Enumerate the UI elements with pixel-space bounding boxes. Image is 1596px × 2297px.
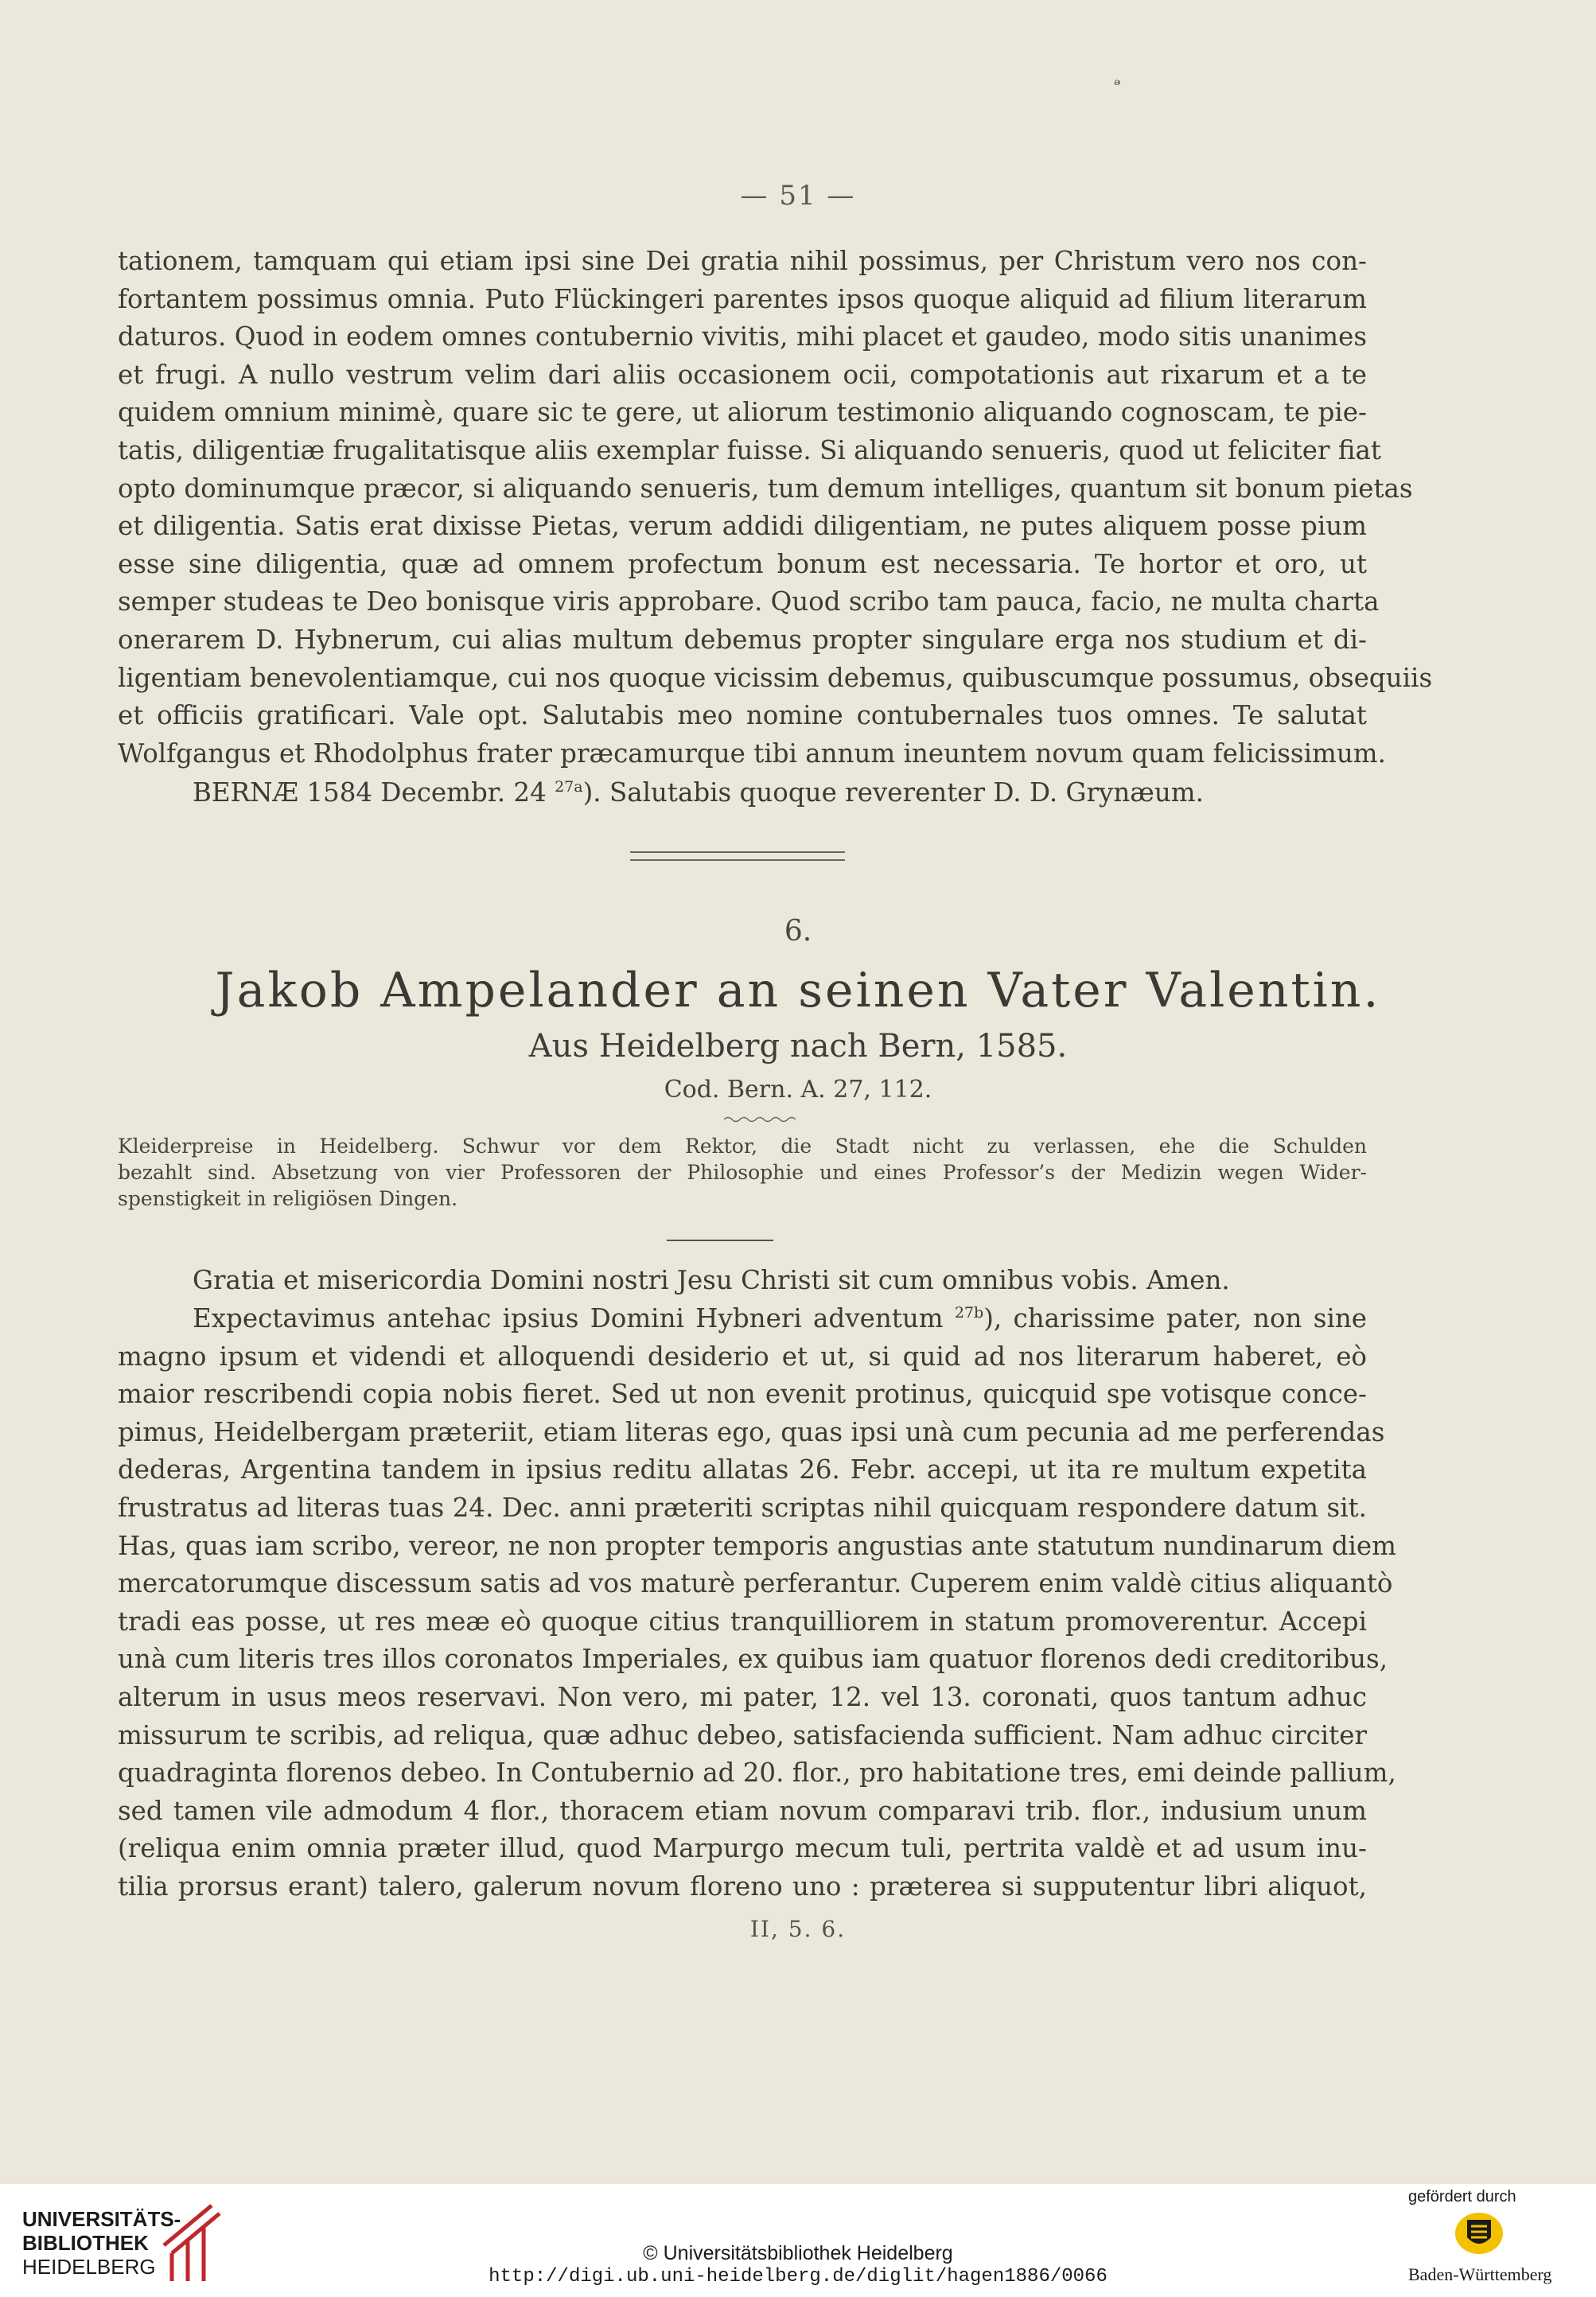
- footnote-ref: 27a: [555, 778, 583, 796]
- text-line: mercatorumque discessum satis ad vos maturè perferantur. Cuperem enim valdè citius aliquantò: [118, 1568, 1393, 1599]
- codex-reference: Cod. Bern. A. 27, 112.: [664, 1076, 932, 1104]
- text-line: unà cum literis tres illos coronatos Imperiales, ex quibus iam quatuor florenos dedi creditoribus,: [118, 1644, 1388, 1675]
- text-line: semper studeas te Deo bonisque viris approbare. Quod scribo tam pauca, facio, ne multa charta: [118, 586, 1380, 617]
- library-name-line2: BIBLIOTHEK: [22, 2231, 149, 2255]
- text-line: missurum te scribis, ad reliqua, quæ adhuc debeo, satisfacienda sufficient. Nam adhuc circiter: [118, 1719, 1367, 1750]
- text-line: ligentiam benevolentiamque, cui nos quoque vicissim debemus, quibuscumque possumus, obsequiis: [118, 662, 1433, 693]
- signature-mark: II, 5. 6.: [749, 1916, 847, 1942]
- summary-line: bezahlt sind. Absetzung von vier Professoren der Philosophie und eines Professor’s der Medizin wegen Wider-: [118, 1161, 1367, 1184]
- ornament-wave: [724, 1114, 796, 1125]
- page-number: — 51 —: [740, 180, 856, 212]
- text-line: quadraginta florenos debeo. In Contubernio ad 20. flor., pro habitatione tres, emi deinde pallium,: [118, 1758, 1396, 1789]
- closing-text-post: ). Salutabis quoque reverenter D. D. Grynæum.: [582, 777, 1204, 808]
- text-line: (reliqua enim omnia præter illud, quod Marpurgo mecum tuli, pertrita valdè et ad usum inu-: [118, 1833, 1367, 1864]
- letter5-body: [118, 243, 1433, 773]
- text-line: pimus, Heidelbergam præteriit, etiam literas ego, quas ipsi unà cum pecunia ad me perferendas: [118, 1416, 1385, 1447]
- text-line: alterum in usus meos reservavi. Non vero, mi pater, 12. vel 13. coronati, quos tantum adhuc: [118, 1681, 1367, 1712]
- text-line: et frugi. A nullo vestrum velim dari aliis occasionem ocii, compotationis aut rixarum et a te: [118, 359, 1367, 390]
- first-line-text-post: ), charissime pater, non sine: [983, 1303, 1368, 1333]
- summary-line: Kleiderpreise in Heidelberg. Schwur vor dem Rektor, die Stadt nicht zu verlassen, ehe die Schulden: [118, 1135, 1367, 1158]
- letter-summary: [118, 1133, 1367, 1212]
- text-line: [118, 1300, 1367, 1338]
- text-line: et officiis gratificari. Vale opt. Salutabis meo nomine contubernales tuos omnes. Te salutat: [118, 700, 1367, 731]
- text-line: tradi eas posse, ut res meæ eò quoque citius tranquilliorem in statum promoverentur. Accepi: [118, 1606, 1367, 1637]
- first-line-text: Expectavimus antehac ipsius Domini Hybneri adventum: [193, 1303, 955, 1333]
- section-divider: [630, 851, 845, 861]
- text-line: frustratus ad literas tuas 24. Dec. anni præteriti scriptas nihil quicquam respondere datum sit.: [118, 1492, 1367, 1523]
- section-number: 6.: [784, 915, 812, 948]
- text-line: sed tamen vile admodum 4 flor., thoracem etiam novum comparavi trib. flor., indusium unum: [118, 1795, 1367, 1826]
- permalink[interactable]: http://digi.ub.uni-heidelberg.de/diglit/hagen1886/0066: [489, 2266, 1107, 2287]
- letter-subtitle: Aus Heidelberg nach Bern, 1585.: [528, 1028, 1068, 1065]
- text-line: dederas, Argentina tandem in ipsius reditu allatas 26. Febr. accepi, ut ita re multum expetita: [118, 1454, 1367, 1485]
- greeting-text: Gratia et misericordia Domini nostri Jesu Christi sit cum omnibus vobis. Amen.: [193, 1265, 1230, 1295]
- sponsor-name: Baden-Württemberg: [1408, 2264, 1552, 2284]
- letter6-greeting: [193, 1262, 1367, 1300]
- summary-rule: [667, 1240, 773, 1241]
- text-line: quidem omnium minimè, quare sic te gere, ut aliorum testimonio aliquando cognoscam, te pie-: [118, 397, 1367, 428]
- library-name-line1: UNIVERSITÄTS-: [22, 2207, 181, 2231]
- text-line: magno ipsum et videndi et alloquendi desiderio et ut, si quid ad nos literarum haberet, eò: [118, 1341, 1367, 1372]
- text-line: tationem, tamquam qui etiam ipsi sine Dei gratia nihil possimus, per Christum vero nos con-: [118, 246, 1367, 276]
- letter-title: Jakob Ampelander an seinen Vater Valentin.: [215, 963, 1381, 1018]
- text-line: esse sine diligentia, quæ ad omnem profectum bonum est necessaria. Te hortor et oro, ut: [118, 548, 1367, 579]
- library-name-line3: HEIDELBERG: [22, 2255, 156, 2279]
- text-line: tatis, diligentiæ frugalitatisque aliis exemplar fuisse. Si aliquando senueris, quod ut feliciter fiat: [118, 434, 1381, 465]
- coat-of-arms-icon: [1454, 2209, 1504, 2258]
- text-line: Has, quas iam scribo, vereor, ne non propter temporis angustias ante statutum nundinarum diem: [118, 1530, 1396, 1561]
- summary-line: spenstigkeit in religiösen Dingen.: [118, 1187, 458, 1210]
- text-line: fortantem possimus omnia. Puto Flückingeri parentes ipsos quoque aliquid ad filium literarum: [118, 283, 1367, 314]
- text-line: tilia prorsus erant) talero, galerum novum floreno uno : præterea si supputentur libri aliquot,: [118, 1871, 1367, 1902]
- copyright-notice: © Universitätsbibliothek Heidelberg: [643, 2242, 953, 2264]
- sponsor-label: gefördert durch: [1408, 2188, 1516, 2206]
- text-line: opto dominumque præcor, si aliquando senueris, tum demum intelliges, quantum sit bonum pietas: [118, 473, 1413, 504]
- letter5-closing: [193, 774, 1306, 812]
- text-line: daturos. Quod in eodem omnes contubernio vivitis, mihi placet et gaudeo, modo sitis unanimes: [118, 321, 1367, 352]
- corner-mark: ₔ: [1114, 70, 1121, 90]
- text-line: Wolfgangus et Rhodolphus frater præcamurque tibi annum ineuntem novum quam felicissimum.: [118, 738, 1386, 769]
- text-line: et diligentia. Satis erat dixisse Pietas, verum addidi diligentiam, ne putes aliquem posse pium: [118, 511, 1367, 542]
- text-line: onerarem D. Hybnerum, cui alias multum debemus propter singulare erga nos studium et di-: [118, 624, 1367, 655]
- text-line: maior rescribendi copia nobis fieret. Sed ut non evenit protinus, quicquid spe votisque conce-: [118, 1379, 1367, 1410]
- letter6-body: [118, 1300, 1396, 1906]
- footnote-ref: 27b: [954, 1304, 984, 1322]
- closing-text: BERNÆ 1584 Decembr. 24: [193, 777, 555, 808]
